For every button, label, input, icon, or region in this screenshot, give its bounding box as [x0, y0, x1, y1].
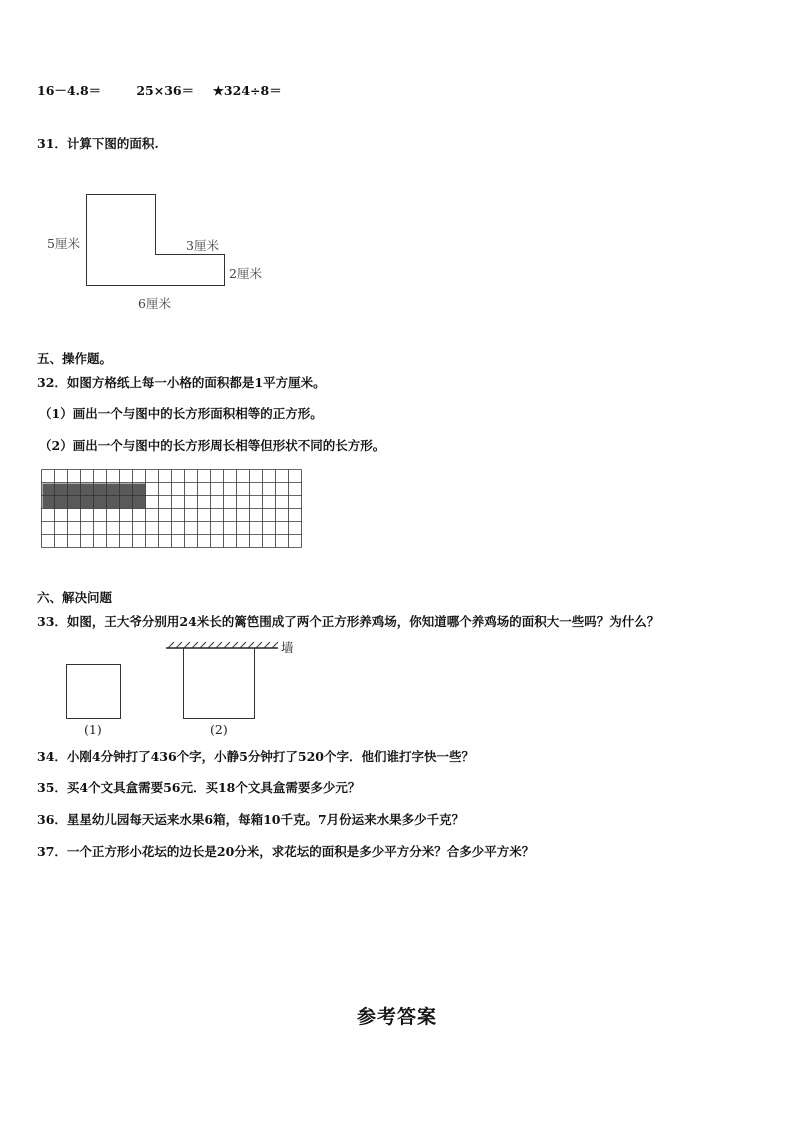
figure-2-label: (2): [210, 722, 228, 737]
question-31: 31．计算下图的面积.: [37, 136, 159, 151]
shaded-rectangle: [43, 484, 146, 509]
wall-hatching: [168, 642, 278, 648]
square-2: [184, 648, 255, 719]
calc-row: [37, 83, 282, 99]
question-34: 34．小刚4分钟打了436个字，小静5分钟打了520个字．他们谁打字快一些？: [37, 749, 474, 764]
wall-label: 墙: [281, 640, 294, 655]
calc-item-3: ★324÷8＝: [212, 83, 282, 98]
question-32-part-2: （2）画出一个与图中的长方形周长相等但形状不同的长方形。: [39, 438, 386, 453]
square-1: [67, 665, 121, 719]
label-inner-side: 3厘米: [186, 238, 219, 253]
section-6-title: 六、解决问题: [37, 590, 113, 605]
answer-heading: 参考答案: [356, 1006, 437, 1028]
question-33: 33．如图，王大爷分别用24米长的篱笆围成了两个正方形养鸡场，你知道哪个养鸡场的面积大一些吗？为什么？: [37, 614, 660, 629]
chicken-yard-figure: [60, 636, 350, 726]
question-32: 32．如图方格纸上每一小格的面积都是1平方厘米。: [37, 375, 326, 390]
label-bottom-side: 6厘米: [138, 296, 171, 311]
question-37: 37．一个正方形小花坛的边长是20分米，求花坛的面积是多少平方分米？合多少平方米？: [37, 844, 535, 859]
question-36: 36．星星幼儿园每天运来水果6箱，每箱10千克。7月份运来水果多少千克？: [37, 812, 465, 827]
label-right-side: 2厘米: [229, 266, 262, 281]
question-32-part-1: （1）画出一个与图中的长方形面积相等的正方形。: [39, 406, 323, 421]
square-grid: [38, 466, 308, 581]
calc-item-2: 25×36＝: [136, 83, 195, 98]
question-35: 35．买4个文具盒需要56元．买18个文具盒需要多少元？: [37, 780, 361, 795]
section-5-title: 五、操作题。: [37, 351, 113, 366]
calc-item-1: 16－4.8＝: [37, 83, 102, 98]
figure-1-label: (1): [84, 722, 102, 737]
label-left-side: 5厘米: [47, 236, 80, 251]
